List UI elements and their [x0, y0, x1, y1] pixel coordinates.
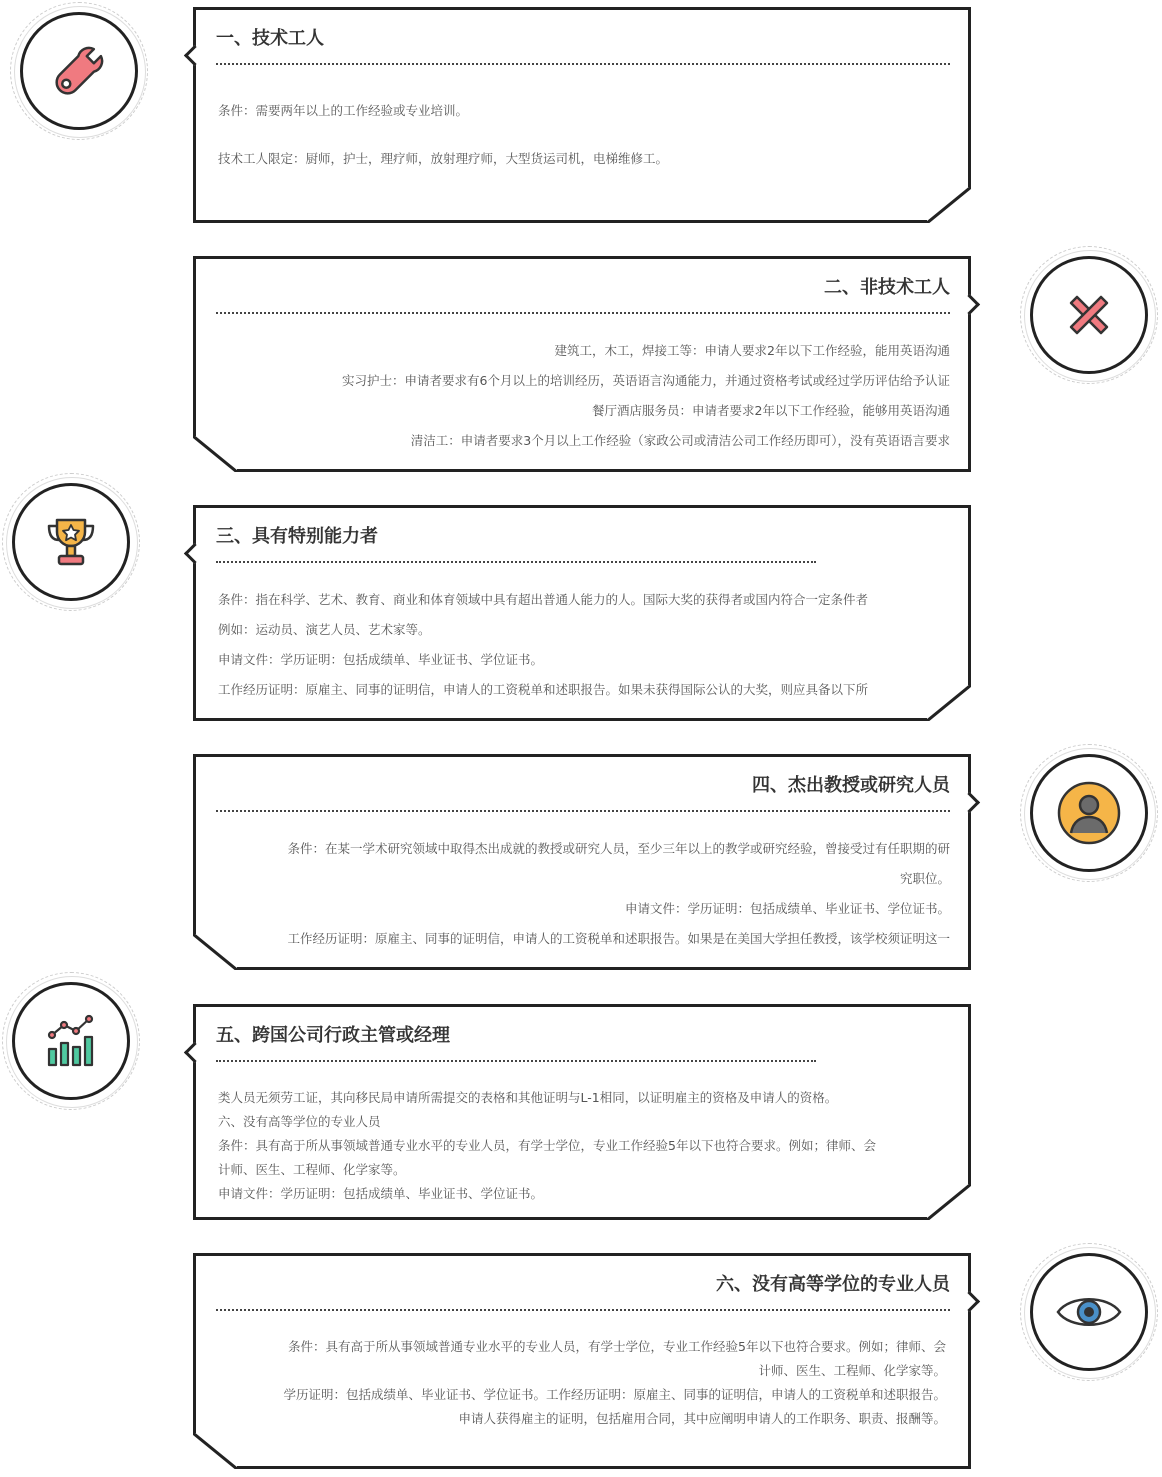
section-5-card — [193, 1004, 971, 1220]
section-6-card — [193, 1253, 971, 1469]
cross-icon — [1057, 283, 1121, 347]
section-2-line-3: 餐厅酒店服务员：申请者要求2年以下工作经验，能够用英语沟通 — [592, 403, 950, 418]
section-3-title: 三、具有特别能力者 — [216, 526, 378, 547]
section-6-line-4: 申请人获得雇主的证明，包括雇用合同，其中应阐明申请人的工作职务、职责、报酬等。 — [458, 1411, 946, 1426]
section-5-line-5: 申请文件：学历证明：包括成绩单、毕业证书、学位证书。 — [218, 1186, 544, 1201]
section-2-card — [193, 256, 971, 472]
chart-icon — [39, 1009, 103, 1073]
section-4-icon-badge — [1020, 744, 1160, 884]
wrench-icon — [47, 39, 111, 103]
section-5-line-2: 六、没有高等学位的专业人员 — [218, 1114, 381, 1129]
section-2-title: 二、非技术工人 — [824, 277, 950, 298]
section-6-icon-badge — [1020, 1243, 1160, 1383]
trophy-icon — [39, 510, 103, 574]
section-4-title: 四、杰出教授或研究人员 — [752, 775, 950, 796]
section-6-line-2: 计师、医生、工程师、化学家等。 — [758, 1363, 946, 1378]
section-5-line-4: 计师、医生、工程师、化学家等。 — [218, 1162, 406, 1177]
section-6-line-1: 条件：具有高于所从事领域普通专业水平的专业人员，有学士学位，专业工作经验5年以下也符合要求。例如；律师、会 — [288, 1339, 946, 1354]
section-3-card — [193, 505, 971, 721]
section-1-line-1: 条件：需要两年以上的工作经验或专业培训。 — [218, 103, 469, 118]
section-3-icon-badge — [2, 473, 142, 613]
section-1-title: 一、技术工人 — [216, 28, 324, 49]
section-4-card — [193, 754, 971, 970]
section-4-line-1: 条件：在某一学术研究领域中取得杰出成就的教授或研究人员，至少三年以上的教学或研究经验，曾接受过有任职期的研 — [287, 841, 950, 856]
eye-icon — [1054, 1277, 1124, 1347]
section-2-line-2: 实习护士：申请者要求有6个月以上的培训经历，英语语言沟通能力，并通过资格考试或经过学历评估给予认证 — [342, 373, 950, 388]
section-1-line-2: 技术工人限定：厨师，护士，理疗师，放射理疗师，大型货运司机，电梯维修工。 — [218, 151, 669, 166]
section-6-line-3: 学历证明：包括成绩单、毕业证书、学位证书。工作经历证明：原雇主、同事的证明信，申请人的工资税单和述职报告。 — [283, 1387, 946, 1402]
section-5-line-3: 条件：具有高于所从事领域普通专业水平的专业人员，有学士学位，专业工作经验5年以下也符合要求。例如；律师、会 — [218, 1138, 876, 1153]
section-5-icon-badge — [2, 972, 142, 1112]
section-3-line-1: 条件：指在科学、艺术、教育、商业和体育领域中具有超出普通人能力的人。国际大奖的获得者或国内符合一定条件者 — [218, 592, 869, 607]
section-2-line-1: 建筑工，木工，焊接工等：申请人要求2年以下工作经验，能用英语沟通 — [554, 343, 950, 358]
section-4-line-3: 申请文件：学历证明：包括成绩单、毕业证书、学位证书。 — [624, 901, 950, 916]
section-2-line-4: 清洁工：申请者要求3个月以上工作经验（家政公司或清洁公司工作经历即可），没有英语语言要求 — [410, 433, 950, 448]
section-1-card — [193, 7, 971, 223]
user-icon — [1055, 779, 1123, 847]
section-5-title: 五、跨国公司行政主管或经理 — [216, 1025, 450, 1046]
section-3-line-3: 申请文件：学历证明：包括成绩单、毕业证书、学位证书。 — [218, 652, 544, 667]
section-3-line-4: 工作经历证明：原雇主、同事的证明信，申请人的工资税单和述职报告。如果未获得国际公认的大奖，则应具备以下所 — [218, 682, 869, 697]
section-1-icon-badge — [10, 2, 150, 142]
section-6-title: 六、没有高等学位的专业人员 — [716, 1274, 950, 1295]
section-5-line-1: 类人员无须劳工证，其向移民局申请所需提交的表格和其他证明与L-1相同，以证明雇主的资格及申请人的资格。 — [218, 1090, 838, 1105]
section-3-line-2: 例如：运动员、演艺人员、艺术家等。 — [218, 622, 431, 637]
section-4-line-4: 工作经历证明：原雇主、同事的证明信，申请人的工资税单和述职报告。如果是在美国大学担任教授，该学校须证明这一 — [287, 931, 950, 946]
section-2-icon-badge — [1020, 246, 1160, 386]
section-4-line-2: 究职位。 — [899, 871, 950, 886]
